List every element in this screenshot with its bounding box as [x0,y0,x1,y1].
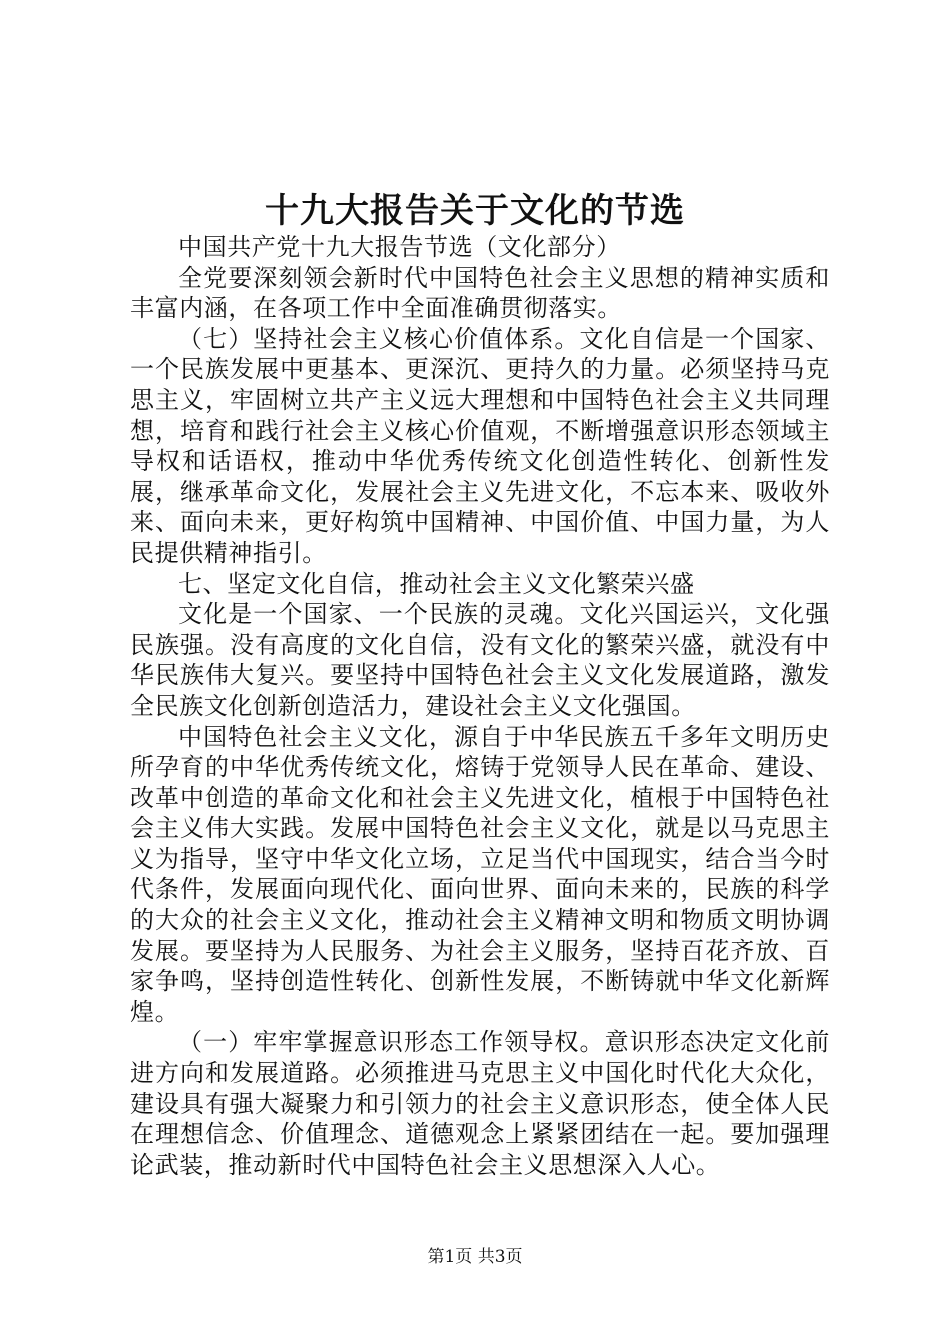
page-footer: 第1页 共3页 [427,1247,523,1267]
paragraph-section-7: （七）坚持社会主义核心价值体系。文化自信是一个国家、一个民族发展中更基本、更深沉、更持久的力量。必须坚持马克思主义，牢固树立共产主义远大理想和中国特色社会主义共同理想，培育和践行社会主义核心价值观，不断增强意识形态领域主导权和话语权，推动中华优秀传统文化创造性转化、创新性发展，继承革命文化，发展社会主义先进文化，不忘本来、吸收外来、面向未来，更好构筑中国精神、中国价值、中国力量，为人民提供精神指引。 [130,324,830,567]
section-heading: 七、坚定文化自信，推动社会主义文化繁荣兴盛 [178,569,695,598]
paragraph-ideology: （一）牢牢掌握意识形态工作领导权。意识形态决定文化前进方向和发展道路。必须推进马克思主义中国化时代化大众化，建设具有强大凝聚力和引领力的社会主义意识形态，使全体人民在理想信念、价值理念、道德观念上紧紧团结在一起。要加强理论武装，推动新时代中国特色社会主义思想深入人心。 [130,1028,830,1179]
document-title: 十九大报告关于文化的节选 [265,191,685,231]
paragraph-intro: 全党要深刻领会新时代中国特色社会主义思想的精神实质和丰富内涵，在各项工作中全面准确贯彻落实。 [130,263,830,323]
paragraph-socialist-culture: 中国特色社会主义文化，源自于中华民族五千多年文明历史所孕育的中华优秀传统文化，熔铸于党领导人民在革命、建设、改革中创造的革命文化和社会主义先进文化，植根于中国特色社会主义伟大实践。发展中国特色社会主义文化，就是以马克思主义为指导，坚守中华文化立场，立足当代中国现实，结合当今时代条件，发展面向现代化、面向世界、面向未来的，民族的科学的大众的社会主义文化，推动社会主义精神文明和物质文明协调发展。要坚持为人民服务、为社会主义服务，坚持百花齐放、百家争鸣，坚持创造性转化、创新性发展，不断铸就中华文化新辉煌。 [130,722,830,1026]
paragraph-subtitle: 中国共产党十九大报告节选（文化部分） [178,233,621,261]
document-body [130,232,830,1180]
paragraph-culture-soul: 文化是一个国家、一个民族的灵魂。文化兴国运兴，文化强民族强。没有高度的文化自信，没有文化的繁荣兴盛，就没有中华民族伟大复兴。要坚持中国特色社会主义文化发展道路，激发全民族文化创新创造活力，建设社会主义文化强国。 [130,600,830,720]
